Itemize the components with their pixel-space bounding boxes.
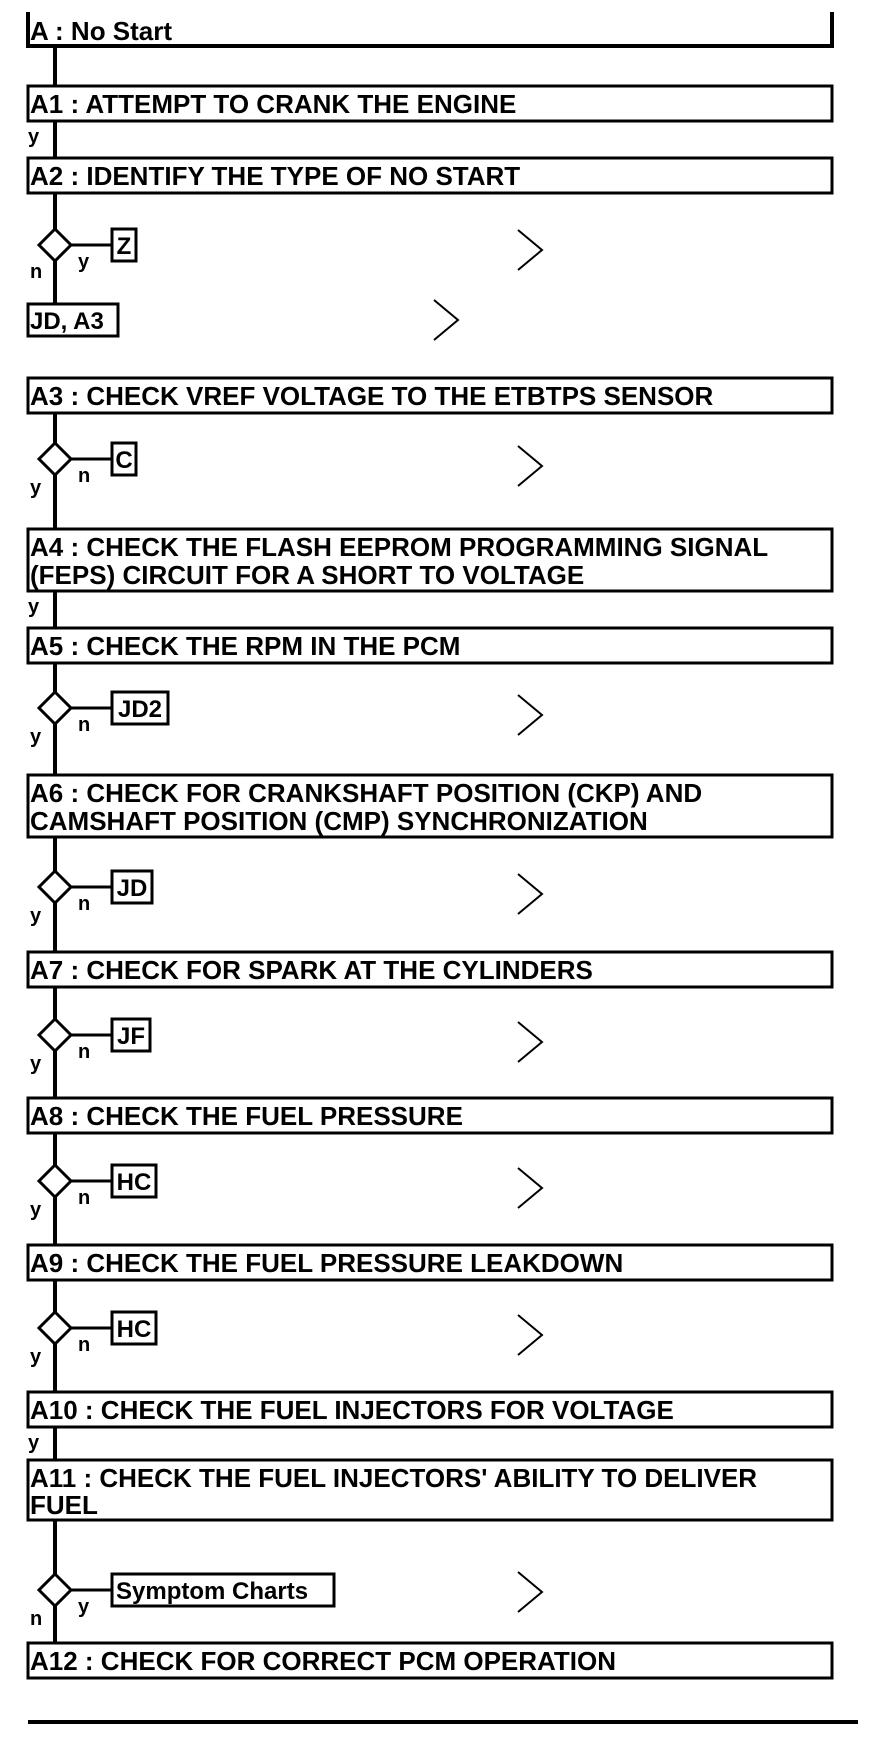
svg-text:A9 : CHECK THE FUEL PRESSURE L: A9 : CHECK THE FUEL PRESSURE LEAKDOWN <box>30 1248 624 1278</box>
svg-text:y: y <box>78 251 90 273</box>
decision-after-a3 <box>30 443 542 499</box>
svg-text:A : No Start: A : No Start <box>30 16 173 46</box>
svg-text:y: y <box>30 726 42 748</box>
connector-label-a1-a2: y <box>28 126 40 148</box>
svg-text:JD, A3: JD, A3 <box>30 308 104 335</box>
step-A6 <box>28 775 832 837</box>
step-A9 <box>28 1245 832 1280</box>
svg-text:y: y <box>30 905 42 927</box>
svg-text:A1 : ATTEMPT TO CRANK THE ENGI: A1 : ATTEMPT TO CRANK THE ENGINE <box>30 89 517 119</box>
chevron-right-icon <box>518 230 542 270</box>
svg-text:A12 : CHECK FOR CORRECT PCM OP: A12 : CHECK FOR CORRECT PCM OPERATION <box>30 1646 616 1676</box>
jump-box-jd-a3 <box>28 300 458 340</box>
svg-text:FUEL: FUEL <box>30 1490 98 1520</box>
step-A10 <box>28 1392 832 1427</box>
connector-label-a10-a11: y <box>28 1432 40 1454</box>
decision-after-a11 <box>30 1572 542 1630</box>
svg-text:CAMSHAFT POSITION (CMP) SYNCHR: CAMSHAFT POSITION (CMP) SYNCHRONIZATION <box>30 806 648 836</box>
chevron-right-icon <box>518 1572 542 1612</box>
svg-text:n: n <box>30 1608 43 1630</box>
decision-after-a8 <box>30 1165 542 1221</box>
svg-text:n: n <box>78 714 91 736</box>
chevron-right-icon <box>518 695 542 735</box>
svg-text:(FEPS) CIRCUIT FOR A SHORT TO: (FEPS) CIRCUIT FOR A SHORT TO VOLTAGE <box>30 560 585 590</box>
svg-text:A7 : CHECK FOR SPARK AT THE CY: A7 : CHECK FOR SPARK AT THE CYLINDERS <box>30 955 593 985</box>
connector-label-a4-a5: y <box>28 596 40 618</box>
step-A5 <box>28 628 832 663</box>
svg-text:n: n <box>78 1187 91 1209</box>
svg-text:y: y <box>30 1346 42 1368</box>
chevron-right-icon <box>518 446 542 486</box>
svg-text:A6 : CHECK FOR CRANKSHAFT POSI: A6 : CHECK FOR CRANKSHAFT POSITION (CKP) AND <box>30 778 703 808</box>
step-A4 <box>28 529 832 591</box>
svg-text:JD2: JD2 <box>117 696 163 723</box>
decision-after-a5 <box>30 692 542 748</box>
flow-title <box>28 12 832 46</box>
chevron-right-icon <box>518 1022 542 1062</box>
svg-text:n: n <box>30 261 43 283</box>
svg-text:JF: JF <box>116 1023 146 1050</box>
svg-text:y: y <box>30 1199 42 1221</box>
svg-text:n: n <box>78 465 91 487</box>
svg-text:A8 : CHECK THE FUEL PRESSURE: A8 : CHECK THE FUEL PRESSURE <box>30 1101 463 1131</box>
step-A8 <box>28 1098 832 1133</box>
svg-text:Symptom Charts: Symptom Charts <box>116 1578 309 1605</box>
svg-text:n: n <box>78 1334 91 1356</box>
step-A2 <box>28 158 832 193</box>
step-A3 <box>28 378 832 413</box>
svg-text:A5 : CHECK THE RPM IN THE PCM: A5 : CHECK THE RPM IN THE PCM <box>30 631 461 661</box>
decision-after-a7 <box>30 1019 542 1075</box>
step-A1 <box>28 86 832 121</box>
step-A11 <box>28 1460 832 1520</box>
decision-after-a6 <box>30 871 542 927</box>
svg-text:n: n <box>78 1041 91 1063</box>
svg-text:y: y <box>78 1596 90 1618</box>
chevron-right-icon <box>518 874 542 914</box>
svg-text:A2 : IDENTIFY THE TYPE OF NO S: A2 : IDENTIFY THE TYPE OF NO START <box>30 161 521 191</box>
chevron-right-icon <box>518 1315 542 1355</box>
svg-text:A10 : CHECK THE FUEL INJECTORS: A10 : CHECK THE FUEL INJECTORS FOR VOLTAGE <box>30 1395 674 1425</box>
chevron-right-icon <box>518 1168 542 1208</box>
svg-text:HC: HC <box>116 1169 152 1196</box>
svg-text:A4 : CHECK THE FLASH EEPROM PR: A4 : CHECK THE FLASH EEPROM PROGRAMMING SIGNAL <box>30 532 769 562</box>
svg-text:y: y <box>30 477 42 499</box>
svg-text:A11 : CHECK THE FUEL INJECTORS: A11 : CHECK THE FUEL INJECTORS' ABILITY TO DELIVER <box>30 1463 758 1493</box>
decision-after-a2 <box>30 229 542 283</box>
svg-text:n: n <box>78 893 91 915</box>
svg-text:JD: JD <box>116 875 148 902</box>
svg-text:y: y <box>30 1053 42 1075</box>
svg-text:C: C <box>115 447 133 474</box>
svg-text:HC: HC <box>116 1316 152 1343</box>
chevron-right-icon <box>434 300 458 340</box>
step-A7 <box>28 952 832 987</box>
decision-after-a9 <box>30 1312 542 1368</box>
svg-text:A3 : CHECK VREF VOLTAGE TO THE: A3 : CHECK VREF VOLTAGE TO THE ETBTPS SENSOR <box>30 381 714 411</box>
step-A12 <box>28 1643 832 1678</box>
svg-text:Z: Z <box>116 233 132 260</box>
